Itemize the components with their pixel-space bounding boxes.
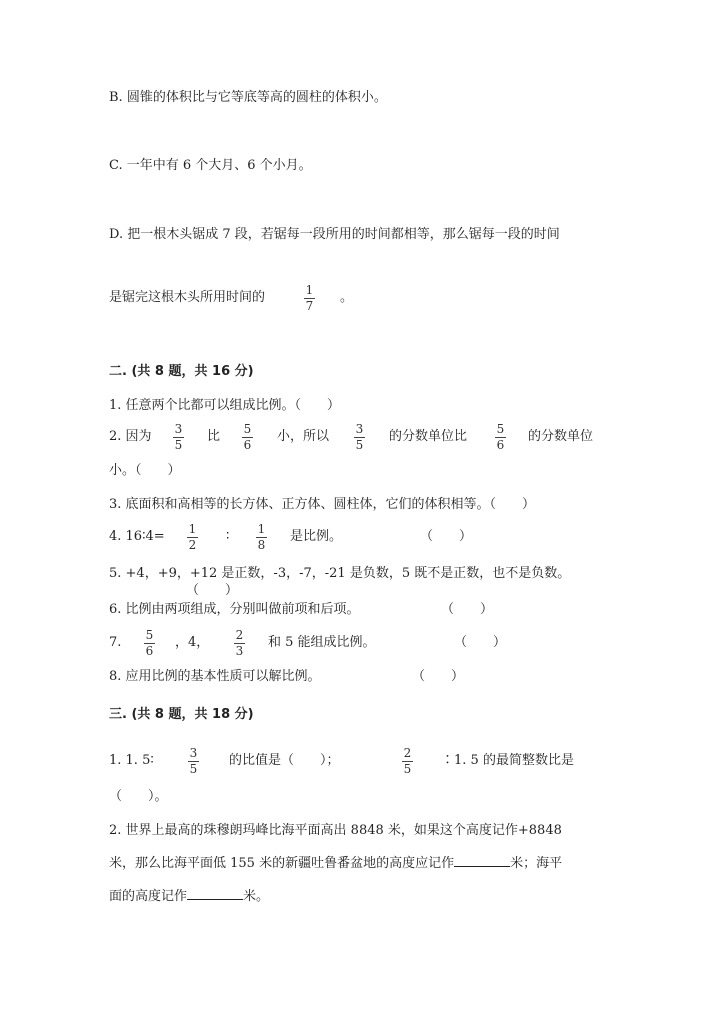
s2-question-5-line1: 5. +4，+9，+12 是正数，-3，-7，-21 是负数，5 既不是正数，也不是负数。 (109, 566, 571, 581)
fraction-1-7 (304, 284, 315, 313)
option-d-end: 。 (340, 290, 354, 305)
s3-question-1-part1: 1. 1. 5∶ (109, 753, 154, 768)
s2-question-4-part3: 是比例。 (290, 529, 343, 544)
s3-question-2-line2-text: 米，那么比海平面低 155 米的新疆吐鲁番盆地的高度应记作 (109, 856, 455, 871)
s2-question-6: 6. 比例由两项组成，分别叫做前项和后项。 (109, 602, 360, 617)
fraction-3-5 (188, 747, 199, 776)
answer-blank[interactable] (454, 854, 510, 867)
fraction-denominator: 2 (188, 538, 197, 552)
fraction-denominator: 6 (145, 644, 154, 658)
s3-question-1-line2: （ ）。 (109, 789, 168, 804)
fraction-2-5 (402, 747, 413, 776)
fraction-denominator: 7 (305, 299, 314, 313)
fraction-numerator: 5 (145, 628, 154, 642)
s2-question-8: 8. 应用比例的基本性质可以解比例。 (109, 669, 321, 684)
s2-question-2-part3: 小，所以 (277, 429, 330, 444)
fraction-numerator: 5 (243, 422, 252, 436)
option-c: C. 一年中有 6 个大月、6 个小月。 (109, 158, 312, 173)
s2-question-7-part3: 和 5 能组成比例。 (268, 635, 376, 650)
s2-question-2-line2: 小。（ ） (109, 463, 181, 478)
s2-question-5-paren: （ ） (186, 583, 239, 598)
s2-question-4-paren: （ ） (420, 529, 473, 544)
fraction-3-5 (173, 423, 184, 452)
s2-question-2-part4: 的分数单位比 (389, 429, 468, 444)
fraction-numerator: 2 (235, 628, 244, 642)
fraction-numerator: 3 (189, 746, 198, 760)
fraction-3-5 (354, 423, 365, 452)
fraction-numerator: 2 (403, 746, 412, 760)
s3-question-2-line3-text: 面的高度记作 (109, 889, 188, 904)
fraction-denominator: 3 (235, 644, 244, 658)
s3-question-2-line3 (109, 887, 269, 906)
fraction-2-3 (234, 629, 245, 658)
answer-blank[interactable] (187, 887, 243, 900)
fraction-numerator: 1 (257, 522, 266, 536)
s2-question-7-part2: ，4， (175, 635, 210, 650)
fraction-1-8 (256, 523, 267, 552)
section2-heading: 二. (共 8 题，共 16 分) (109, 364, 254, 379)
s2-question-7-part1: 7. (109, 635, 122, 650)
s2-question-8-paren: （ ） (412, 669, 465, 684)
fraction-numerator: 3 (174, 422, 183, 436)
fraction-denominator: 5 (403, 762, 412, 776)
s2-question-4-part2: ∶ (226, 529, 230, 544)
s2-question-2-part1: 2. 因为 (109, 429, 152, 444)
fraction-denominator: 5 (189, 762, 198, 776)
fraction-5-6 (495, 423, 506, 452)
s3-question-2-line3-end: 米。 (243, 889, 270, 904)
s2-question-7-paren: （ ） (454, 635, 507, 650)
option-d-line2: 是锯完这根木头所用时间的 (109, 290, 266, 305)
s2-question-1: 1. 任意两个比都可以组成比例。（ ） (109, 398, 341, 413)
fraction-numerator: 1 (188, 522, 197, 536)
s2-question-3: 3. 底面积和高相等的长方体、正方体、圆柱体，它们的体积相等。（ ） (109, 497, 536, 512)
fraction-denominator: 8 (257, 538, 266, 552)
s3-question-2-line2-mid: 米；海平 (510, 856, 563, 871)
s2-question-6-paren: （ ） (441, 602, 494, 617)
fraction-numerator: 5 (496, 422, 505, 436)
s3-question-1-part2: 的比值是（ ）； (229, 753, 340, 768)
s2-question-4-part1: 4. 16∶4= (109, 529, 165, 544)
fraction-5-6 (144, 629, 155, 658)
fraction-denominator: 6 (496, 438, 505, 452)
option-d-line1: D. 把一根木头锯成 7 段，若锯每一段所用的时间都相等，那么锯每一段的时间 (109, 227, 560, 242)
fraction-5-6 (242, 423, 253, 452)
fraction-denominator: 5 (174, 438, 183, 452)
fraction-denominator: 5 (355, 438, 364, 452)
option-b: B. 圆锥的体积比与它等底等高的圆柱的体积小。 (109, 90, 387, 105)
s2-question-2-part5: 的分数单位 (528, 429, 594, 444)
section3-heading: 三. (共 8 题，共 18 分) (109, 707, 254, 722)
s2-question-2-part2: 比 (207, 429, 221, 444)
fraction-numerator: 1 (305, 283, 314, 297)
fraction-1-2 (187, 523, 198, 552)
fraction-denominator: 6 (243, 438, 252, 452)
s3-question-2-line2 (109, 854, 562, 873)
s3-question-2-line1: 2. 世界上最高的珠穆朗玛峰比海平面高出 8848 米，如果这个高度记作+8848 (109, 823, 562, 838)
s3-question-1-part3: ∶1. 5 的最简整数比是 (441, 753, 574, 768)
fraction-numerator: 3 (355, 422, 364, 436)
